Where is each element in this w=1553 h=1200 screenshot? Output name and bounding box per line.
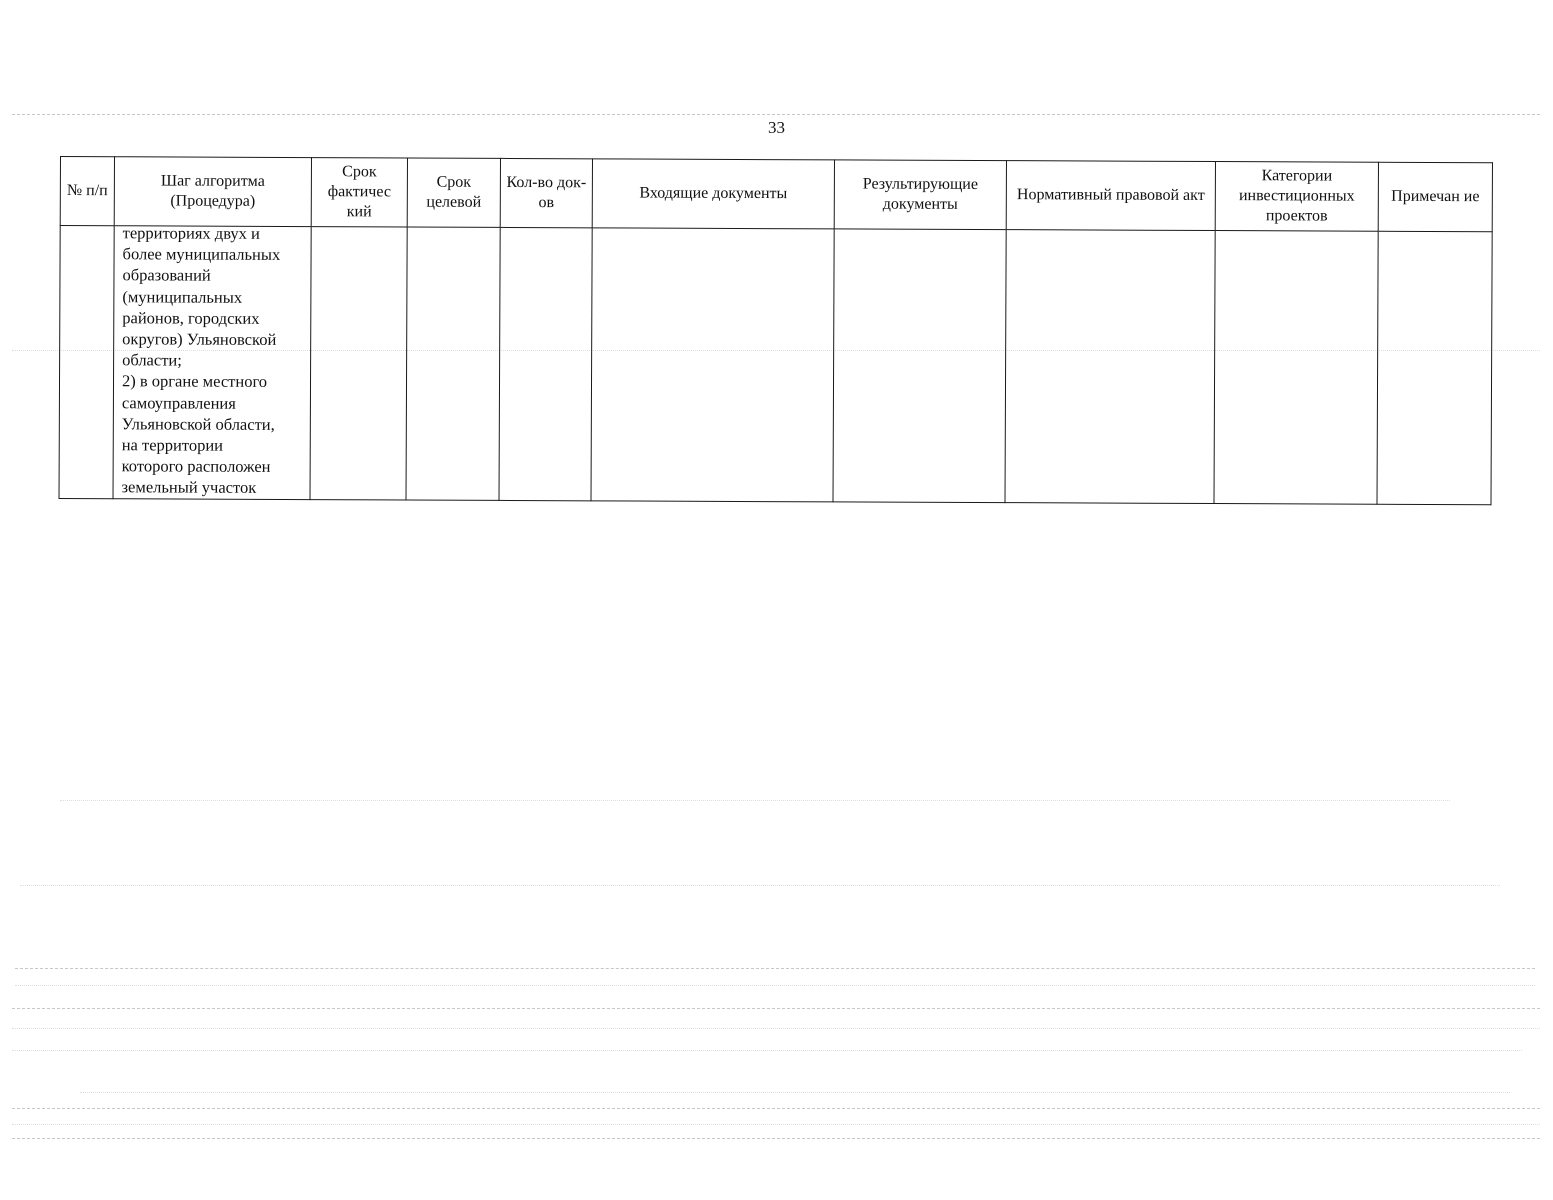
- cell-legal-act: [1005, 230, 1215, 504]
- header-step: Шаг алгоритма (Процедура): [114, 157, 311, 227]
- algorithm-table: [59, 156, 1493, 505]
- header-term-actual: Срок фактичес кий: [311, 158, 407, 227]
- header-project-categories: Категории инвестиционных проектов: [1215, 162, 1378, 232]
- scan-artifact-line: [80, 1092, 1510, 1093]
- cell-term-target: [406, 227, 500, 500]
- scan-artifact-line: [12, 1008, 1540, 1009]
- cell-number: [59, 226, 114, 499]
- table-row: [59, 226, 1492, 505]
- header-number: № п/п: [60, 157, 114, 226]
- scan-artifact-line: [20, 885, 1500, 886]
- scan-artifact-line: [60, 800, 1450, 801]
- scan-artifact-line: [12, 1028, 1540, 1029]
- header-incoming-docs: Входящие документы: [592, 159, 834, 229]
- cell-project-categories: [1214, 231, 1378, 504]
- scan-artifact-line: [12, 1138, 1540, 1139]
- scan-artifact-line: [15, 985, 1535, 986]
- header-resulting-docs: Результирующие документы: [834, 160, 1006, 230]
- header-notes: Примечан ие: [1378, 162, 1492, 231]
- cell-resulting-docs: [833, 229, 1006, 502]
- table-header-row: [60, 157, 1492, 232]
- step-description: территориях двух и более муниципальных образований (муниципальных районов, городских округов) Ульяновской области; 2) в органе местного самоуправления Ульяновской области, на территории которого расположен земельный участок: [121, 223, 281, 498]
- scan-artifact-line: [12, 1124, 1540, 1125]
- scan-artifact-line: [12, 1108, 1540, 1109]
- cell-term-actual: [310, 227, 407, 500]
- header-term-target: Срок целевой: [407, 158, 500, 227]
- page-number: 33: [768, 118, 785, 137]
- header-doc-count: Кол-во док-ов: [500, 158, 592, 227]
- cell-incoming-docs: [591, 228, 834, 502]
- scan-artifact-line: [12, 114, 1540, 115]
- scan-artifact-line: [12, 1050, 1522, 1051]
- header-legal-act: Нормативный правовой акт: [1006, 161, 1215, 231]
- cell-notes: [1377, 231, 1492, 504]
- cell-step: [113, 223, 311, 499]
- cell-doc-count: [499, 227, 592, 500]
- scan-artifact-line: [15, 968, 1535, 969]
